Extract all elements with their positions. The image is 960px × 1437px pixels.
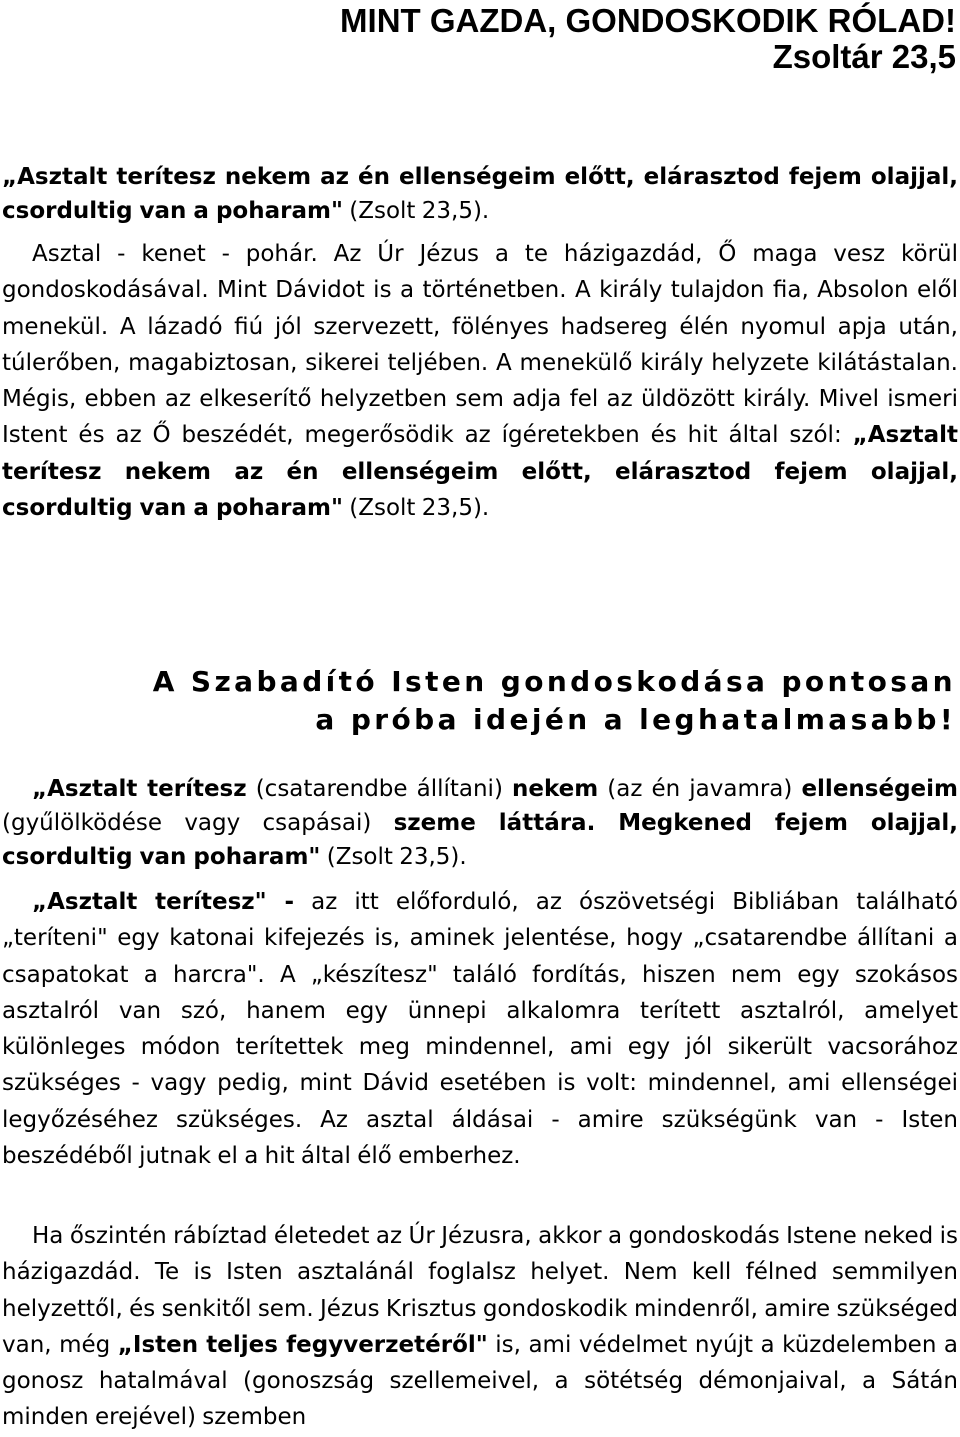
- story-paragraph: [2, 236, 958, 526]
- opening-quote-reference: (Zsolt 23,5).: [342, 198, 490, 224]
- story-quote-reference: (Zsolt 23,5).: [342, 495, 490, 522]
- application-text-2: is, ami védelmet nyújt a küzdelemben a gonosz hatalmával (gonoszság szellemeivel, a sötétség démonjaival, a Sátán minden erejével) szemben: [2, 1331, 958, 1431]
- verse-reference: (Zsolt 23,5).: [320, 844, 467, 870]
- explained-verse-paragraph: [2, 772, 958, 874]
- word-study-text: az itt előforduló, az ószövetségi Bibliában található „teríteni" egy katonai kifejezés is, aminek jelentése, hogy „csatarendbe állítani a csapatokat a harcra". A „készítesz" találó fordítás, hiszen nem egy szokásos asztalról van szó, hanem egy ünnepi alkalomra terített asztalról, amelyet különleges módon terítettek meg mindennel, ami egy jól sikerült vacsorához szükséges - vagy pedig, mint Dávid esetében is volt: mindennel, ami ellenségei legyőzéséhez szükséges. Az asztal áldásai - amire szükségünk van - Isten beszédéből jutnak el a hit által élő emberhez.: [2, 889, 959, 1170]
- application-text-1: Ha őszintén rábíztad életedet az Úr Jézusra, akkor a gondoskodás Istene neked is házigazdád. Te is Isten asztalánál foglalsz helyet. Nem kell félned semmilyen helyzettől, és senkitől sem. Jézus Krisztus gondoskodik mindenről, amire szükséged van, még: [2, 1223, 958, 1358]
- story-quote: „Asztalt terítesz nekem az én ellenségeim előtt, elárasztod fejem olajjal, csordultig van a poharam": [2, 422, 958, 522]
- verse-gloss-1: (csatarendbe állítani): [246, 776, 512, 802]
- verse-gloss-3: (gyűlölködése vagy csapásai): [2, 810, 394, 836]
- section-heading-line-2: a próba idején a leghatalmasabb!: [315, 703, 956, 736]
- document-subtitle: Zsoltár 23,5: [772, 38, 956, 75]
- document-title: MINT GAZDA, GONDOSKODIK RÓLAD!: [340, 2, 956, 39]
- word-study-paragraph: [2, 884, 958, 1174]
- section-heading-line-1: A Szabadító Isten gondoskodása pontosan: [152, 665, 956, 698]
- verse-part-4: szeme láttára. Megkened fejem olajjal, csordultig van poharam": [2, 810, 958, 870]
- verse-part-3: ellenségeim: [801, 776, 958, 802]
- opening-quote: „Asztalt terítesz nekem az én ellenségeim előtt, elárasztod fejem olajjal, csordultig van a poharam": [2, 164, 958, 224]
- application-paragraph: [2, 1218, 958, 1436]
- verse-part-1: „Asztalt terítesz: [32, 776, 247, 802]
- opening-quote-paragraph: [2, 160, 958, 228]
- story-text: Asztal - kenet - pohár. Az Úr Jézus a te házigazdád, Ő maga vesz körül gondoskodásával. Mint Dávidot is a történetben. A király tulajdon fia, Absolon elől menekül. A lázadó fiú jól szervezett, fölényes hadsereg élén nyomul apja után, túlerőben, magabiztosan, sikerei teljében. A menekülő király helyzete kilátástalan. Mégis, ebben az elkeserítő helyzetben sem adja fel az üldözött király. Mivel ismeri Istent és az Ő beszédét, megerősödik az ígéretekben és hit által szól:: [2, 241, 958, 449]
- application-quote: „Isten teljes fegyverzetéről": [117, 1331, 488, 1358]
- verse-part-2: nekem: [511, 776, 599, 802]
- verse-gloss-2: (az én javamra): [598, 776, 802, 802]
- word-study-term: „Asztalt terítesz" -: [32, 889, 294, 915]
